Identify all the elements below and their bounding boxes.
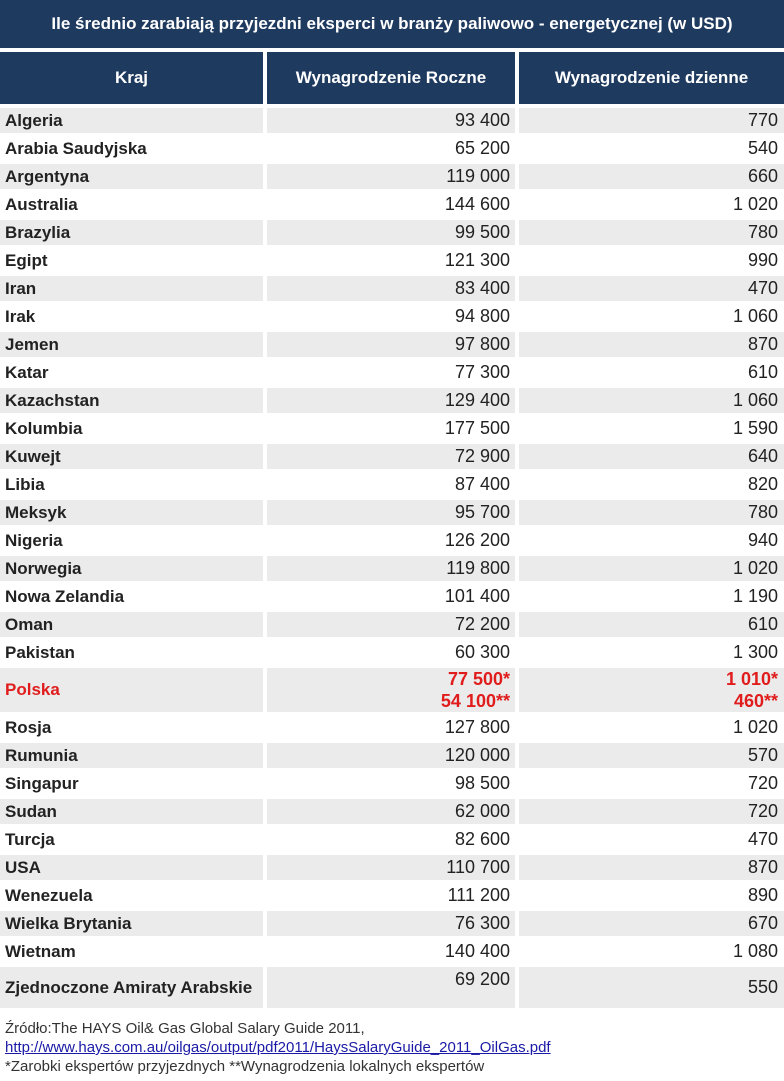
cell-country: USA [0,855,263,880]
cell-annual: 111 200 [447,885,510,905]
cell-country: Oman [0,612,263,637]
table-row [0,743,784,771]
table-row [0,584,784,612]
cell-daily: 1 020 [732,717,778,737]
cell-daily: 540 [747,138,778,158]
cell-annual: 126 200 [444,530,510,550]
cell-daily: 1 190 [732,586,778,606]
cell-country: Arabia Saudyjska [5,138,147,158]
cell-country: Brazylia [0,220,263,245]
table-row [0,715,784,743]
cell-daily: 870 [519,855,784,880]
table-row [0,276,784,304]
cell-country: Libia [5,474,45,494]
cell-annual: 97 800 [267,332,515,357]
table-body [0,108,784,1011]
cell-country: Wietnam [5,941,76,961]
cell-daily: 870 [519,332,784,357]
cell-daily: 940 [747,530,778,550]
cell-annual: 83 400 [267,276,515,301]
cell-daily: 780 [519,220,784,245]
table-title: Ile średnio zarabiają przyjezdni eksperci w branży paliwowo - energetycznej (w USD) [0,0,784,48]
cell-country: Kuwejt [0,444,263,469]
cell-annual: 121 300 [444,250,510,270]
cell-daily: 1 300 [732,642,778,662]
cell-daily: 610 [747,362,778,382]
cell-annual: 140 400 [444,941,510,961]
header-country: Kraj [0,52,263,104]
cell-daily: 990 [747,250,778,270]
table-row [0,220,784,248]
table-header [0,52,784,104]
table-footer [5,1019,780,1076]
table-row [0,528,784,556]
cell-daily: 1 020 [519,556,784,581]
cell-annual: 77 300 [454,362,510,382]
cell-country: Rumunia [0,743,263,768]
table-row [0,939,784,967]
cell-daily [519,668,784,712]
cell-daily: 1 060 [732,306,778,326]
cell-annual: 101 400 [444,586,510,606]
cell-daily: 890 [747,885,778,905]
cell-country: Rosja [5,717,52,737]
cell-annual: 95 700 [267,500,515,525]
cell-country: Wielka Brytania [0,911,263,936]
cell-country: Zjednoczone Amiraty Arabskie [0,967,263,1008]
cell-annual-value: 77 500* [447,669,510,689]
cell-country: Nowa Zelandia [5,586,125,606]
cell-annual [267,668,515,712]
cell-daily: 610 [519,612,784,637]
cell-annual: 120 000 [267,743,515,768]
table-row [0,192,784,220]
source-link[interactable]: http://www.hays.com.au/oilgas/output/pdf2011/HaysSalaryGuide_2011_OilGas.pdf [5,1039,551,1056]
cell-country: Turcja [5,829,55,849]
cell-daily-value: 460** [733,691,778,711]
table-row [0,360,784,388]
cell-annual: 119 800 [267,556,515,581]
cell-country: Iran [0,276,263,301]
cell-daily: 670 [519,911,784,936]
cell-annual: 177 500 [444,418,510,438]
table-row [0,164,784,192]
cell-daily: 720 [747,773,778,793]
cell-annual: 98 500 [454,773,510,793]
table-row [0,640,784,668]
cell-annual: 62 000 [267,799,515,824]
cell-daily: 770 [519,108,784,133]
table-row [0,799,784,827]
table-row [0,668,784,715]
table-row [0,883,784,911]
cell-annual: 60 300 [454,642,510,662]
header-annual: Wynagrodzenie Roczne [267,52,515,104]
cell-daily-value: 1 010* [725,669,778,689]
cell-annual-value: 54 100** [440,691,510,711]
cell-annual: 93 400 [267,108,515,133]
cell-daily: 1 080 [732,941,778,961]
table-row [0,855,784,883]
table-row [0,416,784,444]
footnote-text: *Zarobki ekspertów przyjezdnych **Wynagrodzenia lokalnych ekspertów [5,1058,485,1075]
cell-country: Singapur [5,773,79,793]
cell-country: Norwegia [0,556,263,581]
cell-country: Katar [5,362,49,382]
cell-daily: 820 [747,474,778,494]
cell-annual: 72 900 [267,444,515,469]
table-row [0,500,784,528]
table-row [0,332,784,360]
cell-country: Polska [0,668,263,712]
cell-country: Algeria [0,108,263,133]
table-row [0,911,784,939]
source-text: Źródło:The HAYS Oil& Gas Global Salary Guide 2011, [5,1020,365,1037]
cell-country: Wenezuela [5,885,93,905]
table-row [0,612,784,640]
cell-daily: 550 [519,967,784,1008]
cell-annual: 127 800 [444,717,510,737]
cell-daily: 470 [747,829,778,849]
cell-daily: 660 [519,164,784,189]
cell-daily: 640 [519,444,784,469]
cell-country: Kolumbia [5,418,83,438]
table-row [0,444,784,472]
cell-annual: 110 700 [267,855,515,880]
table-row [0,556,784,584]
cell-daily: 1 020 [732,194,778,214]
cell-country: Australia [5,194,78,214]
cell-annual: 94 800 [454,306,510,326]
table-row [0,388,784,416]
cell-annual: 76 300 [267,911,515,936]
cell-country: Nigeria [5,530,63,550]
cell-daily: 1 590 [732,418,778,438]
cell-country: Kazachstan [0,388,263,413]
cell-daily: 1 060 [519,388,784,413]
cell-daily: 720 [519,799,784,824]
cell-country: Jemen [0,332,263,357]
cell-daily: 780 [519,500,784,525]
cell-annual: 99 500 [267,220,515,245]
cell-country: Pakistan [5,642,75,662]
cell-annual: 87 400 [454,474,510,494]
table-row [0,248,784,276]
table-row [0,967,784,1011]
table-row [0,304,784,332]
cell-daily: 570 [519,743,784,768]
cell-country: Egipt [5,250,48,270]
cell-daily: 470 [519,276,784,301]
cell-country: Argentyna [0,164,263,189]
table-row [0,771,784,799]
cell-annual: 129 400 [267,388,515,413]
table-row [0,827,784,855]
cell-country: Irak [5,306,36,326]
cell-annual: 69 200 [267,967,515,1008]
table-row [0,472,784,500]
table-row [0,136,784,164]
cell-annual: 82 600 [454,829,510,849]
cell-country: Sudan [0,799,263,824]
table-row [0,108,784,136]
cell-annual: 65 200 [454,138,510,158]
cell-annual: 119 000 [267,164,515,189]
cell-annual: 72 200 [267,612,515,637]
header-daily: Wynagrodzenie dzienne [519,52,784,104]
cell-country: Meksyk [0,500,263,525]
cell-annual: 144 600 [444,194,510,214]
